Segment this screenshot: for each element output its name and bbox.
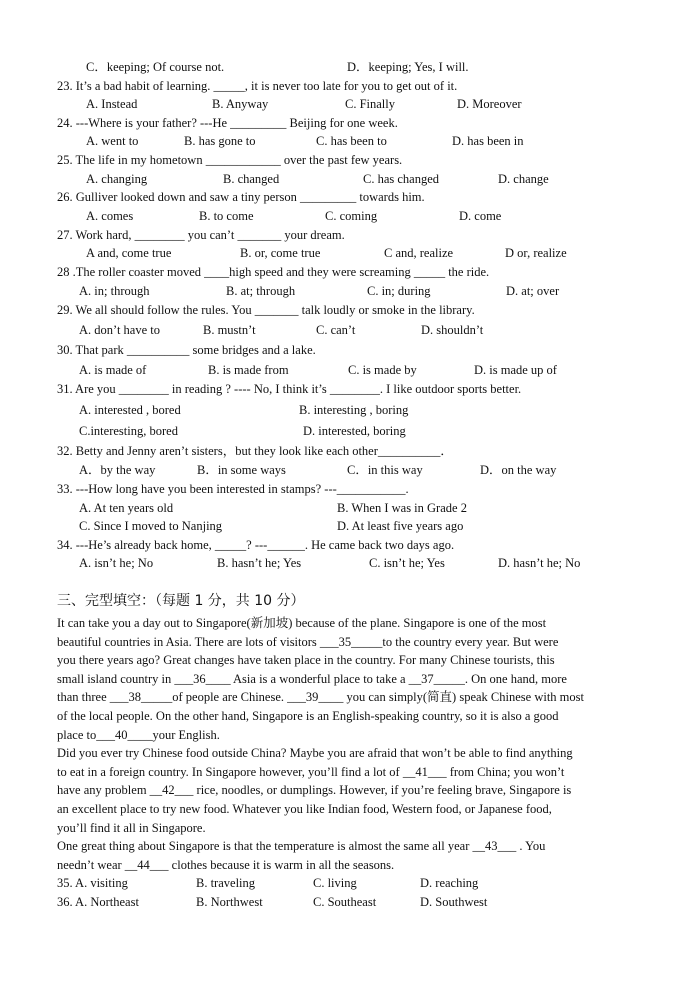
q30-option-d: D. is made up of [474,363,557,377]
q23-option-c: C. Finally [345,97,396,111]
passage-line-2: beautiful countries in Asia. There are lots of visitors ___35_____to the country every year. But were [57,634,559,649]
q30-option-b: B. is made from [208,363,289,377]
q26-stem: 26. Gulliver looked down and saw a tiny person _________ towards him. [57,190,425,204]
q31-option-c: C.interesting, bored [79,424,178,438]
q24-option-b: B. has gone to [184,134,256,148]
q30-option-c: C. is made by [348,363,417,377]
q36-option-b: B. Northwest [196,895,263,909]
q25-option-b: B. changed [223,172,280,186]
q27-option-a: A and, come true [86,246,172,260]
q22-option-c: C．keeping; Of course not. [86,60,225,74]
q35-option-a: 35. A. visiting [57,876,128,890]
q30-option-a: A. is made of [79,363,147,377]
q32-option-b: B．in some ways [197,463,286,477]
q28-option-a: A. in; through [79,284,150,298]
q32-option-a: A．by the way [79,463,156,477]
q33-option-c: C. Since I moved to Nanjing [79,519,223,533]
q25-option-c: C. has changed [363,172,440,186]
q28-option-b: B. at; through [226,284,296,298]
q27-option-c: C and, realize [384,246,454,260]
q28-option-c: C. in; during [367,284,431,298]
q31-option-d: D. interested, boring [303,424,406,438]
q25-option-a: A. changing [86,172,148,186]
q26-option-b: B. to come [199,209,254,223]
passage-line-12: you’ll find it all in Singapore. [57,820,206,835]
q33-option-b: B. When I was in Grade 2 [337,501,467,515]
q35-option-d: D. reaching [420,876,479,890]
q24-stem: 24. ---Where is your father? ---He _________ Beijing for one week. [57,116,398,130]
q32-option-d: D．on the way [480,463,557,477]
q27-stem: 27. Work hard, ________ you can’t _______ your dream. [57,228,345,242]
passage-line-6: of the local people. On the other hand, Singapore is an English-speaking country, so it is also a good [57,709,559,723]
passage-line-14: needn’t wear __44___ clothes because it is warm in all the seasons. [57,857,395,872]
section-heading: 三、完型填空：（每题 1 分，共 10 分） [57,593,305,609]
q24-option-d: D. has been in [452,134,524,148]
passage-line-10: have any problem __42___ rice, noodles, or dumplings. However, if you’re feeling brave, Singapore is [57,783,572,798]
q23-option-a: A. Instead [86,97,138,111]
q34-option-a: A. isn’t he; No [79,556,154,570]
passage-line-5: than three ___38_____of people are Chinese. ___39____ you can simply(简直) speak Chinese with most [57,690,584,705]
q23-option-b: B. Anyway [212,97,269,111]
q22-option-d: D．keeping; Yes, I will. [347,60,469,74]
q24-option-a: A. went to [86,134,139,148]
q36-option-a: 36. A. Northeast [57,895,139,909]
q23-stem: 23. It’s a bad habit of learning. _____, it is never too late for you to get out of it. [57,79,458,93]
q25-stem: 25. The life in my hometown ____________ over the past few years. [57,153,403,167]
passage-line-1: It can take you a day out to Singapore(新加坡) because of the plane. Singapore is one of the most [57,616,547,630]
q34-stem: 34. ---He’s already back home, _____? ---______. He came back two days ago. [57,538,455,552]
q31-option-a: A. interested , bored [79,403,181,417]
q36-option-d: D. Southwest [420,895,488,909]
passage-line-4: small island country in ___36____ Asia is a wonderful place to take a __37_____. On one hand, more [57,671,567,686]
q34-option-d: D. hasn’t he; No [498,556,581,570]
q29-option-c: C. can’t [316,323,356,337]
q26-option-c: C. coming [325,209,378,223]
q26-option-d: D. come [459,209,502,223]
q34-option-c: C. isn’t he; Yes [369,556,445,570]
q29-stem: 29. We all should follow the rules. You _______ talk loudly or smoke in the library. [57,303,475,317]
q32-stem: 32. Betty and Jenny aren’t sisters，but they look like each other__________． [57,444,453,458]
passage-line-9: to eat in a foreign country. In Singapore however, you’ll find a lot of __41___ from China; you won’t [57,764,565,779]
q26-option-a: A. comes [86,209,134,223]
q25-option-d: D. change [498,172,549,186]
passage-line-13: One great thing about Singapore is that the temperature is almost the same all year __43___ . You [57,839,546,854]
q23-option-d: D. Moreover [457,97,522,111]
q35-option-b: B. traveling [196,876,256,890]
passage-line-3: you there years ago? Great changes have taken place in the country. For many Chinese tourists, this [57,653,555,668]
q28-stem: 28 .The roller coaster moved ____high speed and they were screaming _____ the ride. [57,265,490,279]
q36-option-c: C. Southeast [313,895,377,909]
q28-option-d: D. at; over [506,284,560,298]
passage-line-8: Did you ever try Chinese food outside China? Maybe you are afraid that won’t be able to find anything [57,746,573,761]
q29-option-a: A. don’t have to [79,323,161,337]
q31-stem: 31. Are you ________ in reading ? ---- No, I think it’s ________. I like outdoor sports better. [57,382,522,396]
q30-stem: 30. That park __________ some bridges and a lake. [57,343,316,357]
q33-option-d: D. At least five years ago [337,519,464,533]
q32-option-c: C．in this way [347,463,423,477]
q33-stem: 33. ---How long have you been interested in stamps? ---___________. [57,482,409,496]
passage-line-11: an excellent place to try new food. Whatever you like Indian food, Western food, or Japanese food, [57,802,552,816]
q31-option-b: B. interesting , boring [299,403,409,417]
q27-option-b: B. or, come true [240,246,321,260]
q29-option-b: B. mustn’t [203,323,256,337]
passage-line-7: place to___40____your English. [57,727,220,742]
q27-option-d: D or, realize [505,246,567,260]
q24-option-c: C. has been to [316,134,387,148]
q35-option-c: C. living [313,876,357,890]
q33-option-a: A. At ten years old [79,501,174,515]
q34-option-b: B. hasn’t he; Yes [217,556,302,570]
q29-option-d: D. shouldn’t [421,323,484,337]
